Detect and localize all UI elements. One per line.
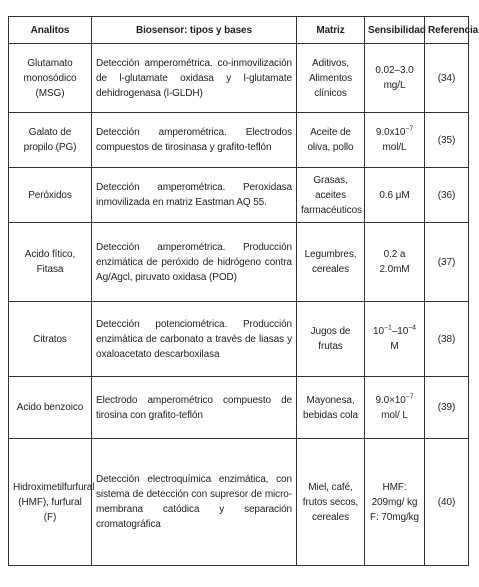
table-row	[9, 439, 469, 566]
cell-referencia: (34)	[425, 44, 469, 113]
cell-analito: Acido benzoico	[9, 377, 92, 439]
cell-matriz: Mayonesa, bebidas cola	[297, 377, 365, 439]
cell-biosensor: Detección amperométrica. Peroxidasa inmovilizada en matriz Eastman AQ 55.	[92, 168, 297, 223]
header-matriz: Matriz	[297, 17, 365, 44]
cell-matriz: Legumbres, cereales	[297, 223, 365, 302]
cell-matriz: Miel, café, frutos secos, cereales	[297, 439, 365, 566]
cell-biosensor: Detección electroquímica enzimática, con sistema de detección con supresor de micro-membrana catódica y separación cromatográfica	[92, 439, 297, 566]
cell-referencia: (36)	[425, 168, 469, 223]
cell-referencia: (35)	[425, 113, 469, 168]
cell-analito: Galato de propilo (PG)	[9, 113, 92, 168]
cell-analito: Citratos	[9, 302, 92, 377]
cell-analito: Hidroximetilfurfural (HMF), furfural (F)	[9, 439, 92, 566]
cell-referencia: (39)	[425, 377, 469, 439]
cell-biosensor: Detección potenciométrica. Producción enzimática de carbonato a través de liasas y oxaloacetato descarboxilasa	[92, 302, 297, 377]
cell-biosensor: Detección amperométrica. co-inmovilización de l-glutamate oxidasa y l-glutamate dehidrogenasa (l-GLDH)	[92, 44, 297, 113]
table-row	[9, 113, 469, 168]
cell-matriz: Jugos de frutas	[297, 302, 365, 377]
cell-analito: Acido fítico, Fitasa	[9, 223, 92, 302]
cell-matriz: Grasas, aceites farmacéuticos	[297, 168, 365, 223]
header-sensibilidad: Sensibilidad	[365, 17, 425, 44]
cell-matriz: Aditivos, Alimentos clínicos	[297, 44, 365, 113]
table-row	[9, 44, 469, 113]
header-referencia: Referencia	[425, 17, 469, 44]
cell-sensibilidad: HMF: 209mg/ kg F: 70mg/kg	[365, 439, 425, 566]
table-row	[9, 302, 469, 377]
table-row	[9, 223, 469, 302]
cell-sensibilidad: 0.6 μM	[365, 168, 425, 223]
table-header-row	[9, 17, 469, 44]
biosensor-table	[8, 16, 479, 566]
cell-analito: Peróxidos	[9, 168, 92, 223]
cell-sensibilidad: 0.02–3.0 mg/L	[365, 44, 425, 113]
cell-sensibilidad: $10^{-1}-10^{-4}$ M	[365, 302, 425, 377]
cell-sensibilidad: $9.0\times 10^{-7}$ mol/ L	[365, 377, 425, 439]
table-row	[9, 168, 469, 223]
cell-biosensor: Electrodo amperométrico compuesto de tirosina con grafito-teflón	[92, 377, 297, 439]
cell-sensibilidad: 0.2 a 2.0mM	[365, 223, 425, 302]
cell-referencia: (37)	[425, 223, 469, 302]
cell-biosensor: Detección amperométrica. Electrodos compuestos de tirosinasa y grafito-teflón	[92, 113, 297, 168]
cell-referencia: (38)	[425, 302, 469, 377]
table-row	[9, 377, 469, 439]
header-biosensor: Biosensor: tipos y bases	[92, 17, 297, 44]
cell-matriz: Aceite de oliva, pollo	[297, 113, 365, 168]
header-analitos: Analitos	[9, 17, 92, 44]
cell-sensibilidad: $9.0x10^{-7}$ mol/L	[365, 113, 425, 168]
cell-analito: Glutamato monosódico (MSG)	[9, 44, 92, 113]
cell-biosensor: Detección amperométrica. Producción enzimática de peróxido de hidrógeno contra Ag/Agcl, piruvato oxidasa (POD)	[92, 223, 297, 302]
cell-referencia: (40)	[425, 439, 469, 566]
